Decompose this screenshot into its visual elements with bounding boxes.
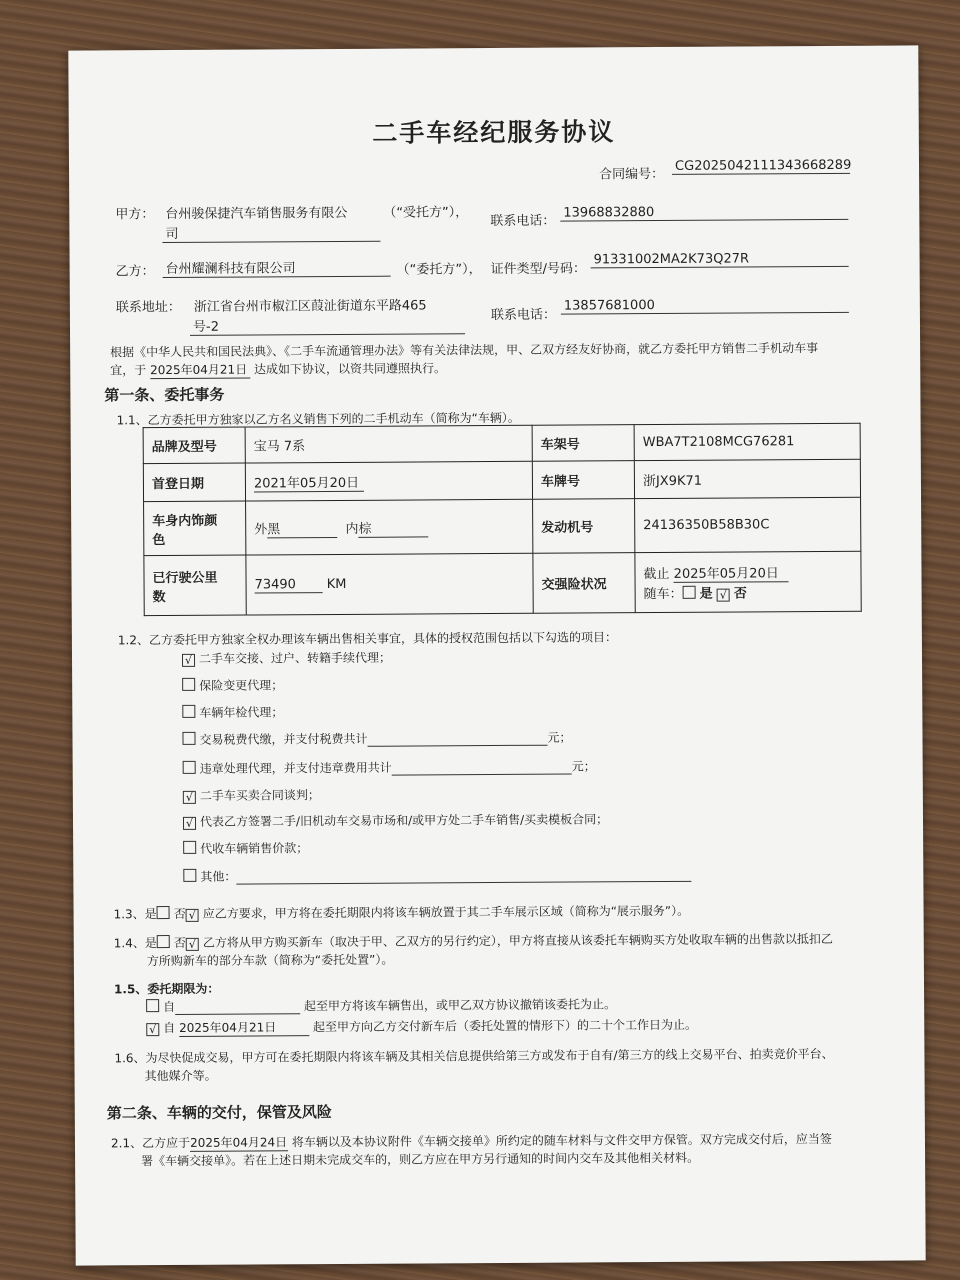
contract-no-label: 合同编号： <box>599 166 665 183</box>
party-b-name: 台州耀澜科技有限公司 <box>163 257 391 278</box>
int-pre: 内 <box>345 521 359 537</box>
clause-1-1: 1.1、乙方委托甲方独家以乙方名义销售下列的二手机动车（简称为“车辆）。 <box>116 410 520 428</box>
reg-date-label: 首登日期 <box>143 463 245 502</box>
option-fill-line[interactable] <box>367 731 547 747</box>
party-a-label: 甲方： <box>115 207 155 223</box>
option-checkbox[interactable] <box>183 761 196 774</box>
party-b-phone: 13857681000 <box>561 297 849 315</box>
option-checkbox[interactable]: √ <box>183 791 196 804</box>
brand-label: 品牌及型号 <box>143 427 245 464</box>
party-b-label: 乙方： <box>115 264 155 280</box>
clause-1-2: 1.2、乙方委托甲方独家全权办理该车辆出售相关事宜，具体的授权范围包括以下勾选的项目： <box>117 630 618 648</box>
reg-date-cell <box>245 461 532 501</box>
clause-1-5-a <box>146 995 616 1015</box>
option-label: 其他： <box>200 869 237 884</box>
option-item <box>182 703 283 721</box>
option-checkbox[interactable] <box>182 732 195 745</box>
clause-1-4-text2: 方所购新车的部分车款（简称为“委托处置”）。 <box>146 952 394 969</box>
clause-1-3-no: 否 <box>173 906 186 921</box>
clause-1-4-no: 否 <box>173 935 186 950</box>
clause-1-4-text1: 乙方将从甲方购买新车（取决于甲、乙双方的另行约定），甲方将直接从该委托车辆购买方处收取车辆的出售款以抵扣乙 <box>202 931 833 950</box>
option-checkbox[interactable] <box>182 678 195 691</box>
party-a-name-line1: 台州骏保捷汽车销售服务有限公 <box>165 205 348 223</box>
clause-1-4-yes-checkbox[interactable] <box>157 935 170 948</box>
clause-1-3-text: 应乙方要求，甲方将在委托期限内将该车辆放置于其二手车展示区域（简称为“展示服务”）。 <box>202 903 690 921</box>
option-label: 保险变更代理； <box>199 678 284 693</box>
clause-1-5-b-text: 起至甲方向乙方交付新车后（委托处置的情形下）的二十个工作日为止。 <box>312 1017 697 1035</box>
mileage-value: 73490 <box>255 577 323 593</box>
ext-color: 黑 <box>267 517 337 537</box>
clause-1-5-a-text: 起至甲方将该车辆售出，或甲乙双方协议撤销该委托为止。 <box>303 997 617 1014</box>
ext-pre: 外 <box>254 521 268 537</box>
clause-1-5-b-checkbox[interactable]: √ <box>146 1023 159 1036</box>
option-fill-line[interactable] <box>236 867 691 885</box>
table-row <box>143 459 860 501</box>
option-item <box>182 649 391 667</box>
party-a-phone: 13968832880 <box>560 204 848 222</box>
option-label: 二手车买卖合同谈判； <box>199 788 320 803</box>
preamble-pre: 宜，于 <box>110 363 147 378</box>
vin-label: 车架号 <box>532 425 634 462</box>
mileage-label-2: 数 <box>152 589 166 605</box>
preamble-post: 达成如下协议，以资共同遵照执行。 <box>253 361 446 377</box>
preamble-line1: 根据《中华人民共和国民法典》、《二手车流通管理办法》等有关法律法规，甲、乙双方经友好协商，就乙方委托甲方销售二手机动车事 <box>110 341 819 360</box>
preamble-line2 <box>110 359 446 379</box>
reg-date-value: 2021年05月20日 <box>254 471 364 492</box>
color-label-1: 车身内饰颜 <box>152 513 218 529</box>
clause-2-1-line2: 署《车辆交接单》。若在上述日期未完成交车的，则乙方应在甲方另行通知的时间内交车及其他相关材料。 <box>141 1150 700 1169</box>
clause-1-5-a-checkbox[interactable] <box>146 999 159 1012</box>
engine-value: 24136350B58B30C <box>635 497 861 552</box>
article2-heading: 第二条、车辆的交付，保管及风险 <box>106 1103 332 1123</box>
ins-no-checkbox[interactable]: √ <box>717 589 730 602</box>
clause-1-3-yes-checkbox[interactable] <box>157 906 170 919</box>
table-row <box>143 423 860 463</box>
clause-2-1-text1: 将车辆以及本协议附件《车辆交接单》所约定的随车材料与文件交甲方保管。双方完成交付后，应当签 <box>291 1131 832 1150</box>
option-label: 交易税费代缴，并支付税费共计 <box>199 731 368 747</box>
clause-1-4-no-checkbox[interactable]: √ <box>186 938 199 951</box>
option-checkbox[interactable]: √ <box>183 817 196 830</box>
clause-1-6-line2: 其他媒介等。 <box>144 1068 217 1084</box>
mileage-unit: KM <box>326 576 347 592</box>
ins-no-label: 否 <box>733 586 747 602</box>
table-row <box>144 551 861 615</box>
mileage-cell <box>246 553 533 615</box>
page-title: 二手车经纪服务协议 <box>372 117 616 148</box>
party-a-role: （“受托方”）， <box>383 205 469 221</box>
plate-value: 浙JX9K71 <box>634 459 860 498</box>
plate-label: 车牌号 <box>532 461 634 500</box>
option-item <box>183 810 608 830</box>
option-label: 代收车辆销售价款； <box>200 841 309 856</box>
ins-until: 2025年05月20日 <box>674 562 789 583</box>
party-a-phone-label: 联系电话： <box>490 213 556 230</box>
insurance-cell <box>635 551 861 612</box>
clause-1-4 <box>114 930 833 951</box>
clause-1-5-a-pre: 自 <box>163 999 176 1015</box>
preamble-date: 2025年04月21日 <box>150 361 250 380</box>
option-label: 二手车交接、过户、转籍手续代理； <box>198 650 392 666</box>
party-b-phone-label: 联系电话： <box>490 307 556 324</box>
party-b-role: （“委托方”）， <box>396 262 482 278</box>
option-item <box>183 865 691 885</box>
clause-1-5-b <box>146 1016 697 1037</box>
insurance-label: 交强险状况 <box>533 553 635 614</box>
clause-1-3-no-checkbox[interactable]: √ <box>186 909 199 922</box>
vin-value: WBA7T2108MCG76281 <box>634 423 860 460</box>
option-label: 代表乙方签署二手/旧机动车交易市场和/或甲方处二手车销售/买卖模板合同； <box>199 812 609 829</box>
option-label: 违章处理代理，并支付违章费用共计 <box>199 760 392 776</box>
mileage-label-1: 已行驶公里 <box>152 570 218 586</box>
party-a-name-line2: 司 <box>162 222 380 243</box>
option-fill-line[interactable] <box>392 760 572 776</box>
clause-1-3-num: 1.3、是 <box>113 907 157 922</box>
option-item <box>183 786 320 804</box>
option-checkbox[interactable] <box>182 705 195 718</box>
option-item <box>183 839 308 857</box>
option-item <box>182 729 571 748</box>
clause-1-3 <box>114 902 690 923</box>
clause-1-6-line1: 1.6、为尽快促成交易，甲方可在委托期限内将该车辆及其相关信息提供给第三方或发布于自有/第三方的线上交易平台、拍卖竞价平台、 <box>114 1046 834 1066</box>
contract-paper <box>68 45 925 1265</box>
option-label: 车辆年检代理； <box>199 705 284 720</box>
option-suffix: 元； <box>547 730 572 745</box>
option-checkbox[interactable]: √ <box>182 654 195 667</box>
clause-2-1-date: 2025年04月24日 <box>190 1133 288 1152</box>
brand-value: 宝马 7系 <box>245 425 532 463</box>
party-b-id-value: 91331002MA2K73Q27R <box>591 251 849 269</box>
clause-2-1-line1 <box>111 1130 832 1152</box>
ins-yes-label: 是 <box>699 586 713 602</box>
int-color: 棕 <box>358 517 428 537</box>
clause-1-5-b-date: 2025年04月21日 <box>179 1018 309 1037</box>
vehicle-table <box>143 423 862 616</box>
mileage-label-cell <box>144 555 246 616</box>
table-row <box>144 497 861 555</box>
option-item <box>183 757 596 777</box>
party-b-address-line2: 号-2 <box>190 314 465 336</box>
option-checkbox[interactable] <box>183 841 196 854</box>
clause-2-1-pre: 2.1、乙方应于 <box>110 1135 191 1151</box>
engine-label: 发动机号 <box>533 499 635 554</box>
clause-1-5-b-pre: 自 <box>163 1020 176 1036</box>
ins-with-pre: 随车： <box>643 586 683 603</box>
party-b-address-line1: 浙江省台州市椒江区葭沚街道东平路465 <box>193 298 427 315</box>
option-item <box>182 676 283 694</box>
clause-1-5-label: 1.5、委托期限为： <box>113 981 220 997</box>
color-label-2: 色 <box>152 532 166 548</box>
color-label-cell <box>144 501 246 556</box>
party-b-id-label: 证件类型/号码： <box>490 261 587 278</box>
option-checkbox[interactable] <box>183 869 196 882</box>
color-cell <box>246 499 533 555</box>
option-suffix: 元； <box>571 759 596 774</box>
contract-no: CG2025042111343668289 <box>672 158 850 175</box>
party-b-address-label: 联系地址： <box>115 299 181 316</box>
article1-heading: 第一条、委托事务 <box>104 385 225 405</box>
clause-1-5-a-date <box>175 999 300 1015</box>
clause-1-4-num: 1.4、是 <box>113 936 157 951</box>
ins-yes-checkbox[interactable] <box>683 586 696 599</box>
ins-until-pre: 截止 <box>643 566 670 583</box>
